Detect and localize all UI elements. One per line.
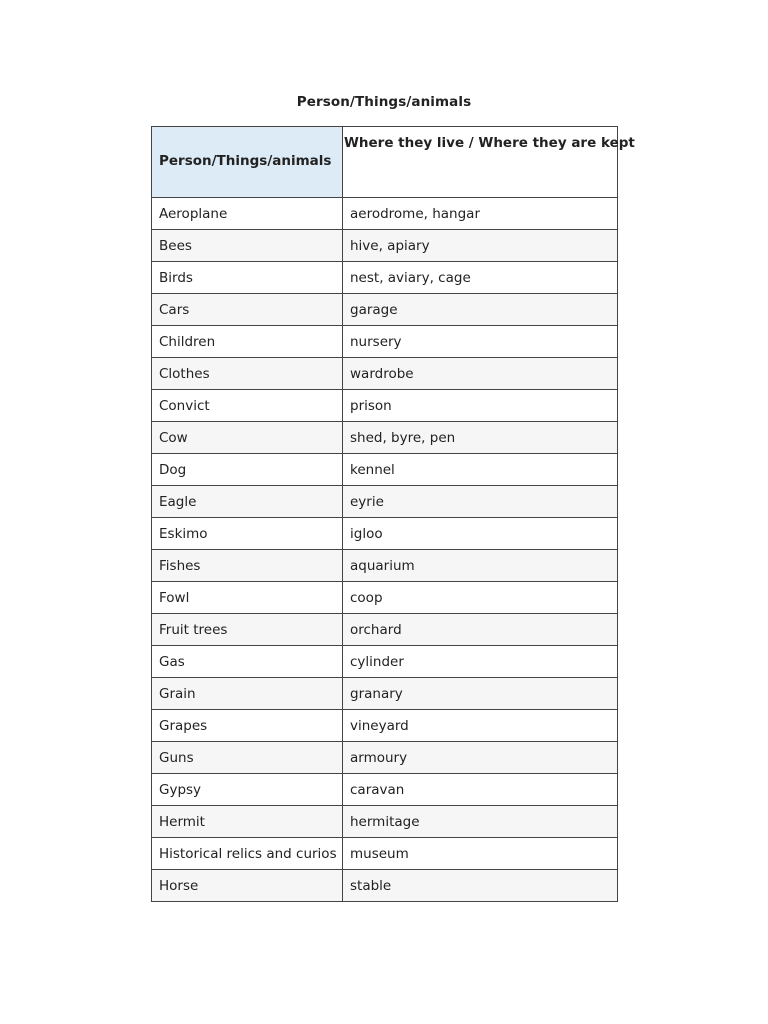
cell-place: aerodrome, hangar: [343, 198, 618, 230]
table-row: [152, 774, 618, 806]
table-row: [152, 742, 618, 774]
column-header-label: Where they live / Where they are kept: [344, 135, 635, 151]
table-row: [152, 614, 618, 646]
cell-place: vineyard: [343, 710, 618, 742]
cell-item: Eskimo: [152, 518, 343, 550]
cell-place: kennel: [343, 454, 618, 486]
table-row: [152, 326, 618, 358]
cell-place: cylinder: [343, 646, 618, 678]
cell-place: hive, apiary: [343, 230, 618, 262]
cell-item: Fruit trees: [152, 614, 343, 646]
cell-item: Historical relics and curios: [152, 838, 343, 870]
table-row: [152, 838, 618, 870]
table-row: [152, 294, 618, 326]
table-row: [152, 454, 618, 486]
cell-item: Guns: [152, 742, 343, 774]
cell-item: Children: [152, 326, 343, 358]
table-row: [152, 358, 618, 390]
cell-item: Eagle: [152, 486, 343, 518]
cell-place: wardrobe: [343, 358, 618, 390]
cell-item: Aeroplane: [152, 198, 343, 230]
cell-place: aquarium: [343, 550, 618, 582]
cell-item: Grain: [152, 678, 343, 710]
cell-item: Grapes: [152, 710, 343, 742]
table-header-row: [152, 127, 618, 198]
column-header-label: Person/Things/animals: [159, 153, 332, 169]
column-header-person-things-animals: [152, 127, 343, 198]
places-table: [151, 126, 635, 902]
table-row: [152, 806, 618, 838]
table-row: [152, 198, 618, 230]
cell-item: Dog: [152, 454, 343, 486]
cell-item: Fishes: [152, 550, 343, 582]
cell-item: Gas: [152, 646, 343, 678]
table-row: [152, 710, 618, 742]
cell-place: shed, byre, pen: [343, 422, 618, 454]
cell-item: Hermit: [152, 806, 343, 838]
cell-item: Convict: [152, 390, 343, 422]
table-row: [152, 550, 618, 582]
cell-place: caravan: [343, 774, 618, 806]
cell-place: eyrie: [343, 486, 618, 518]
cell-place: nest, aviary, cage: [343, 262, 618, 294]
table-row: [152, 422, 618, 454]
table-row: [152, 678, 618, 710]
cell-place: prison: [343, 390, 618, 422]
cell-place: hermitage: [343, 806, 618, 838]
page-title: Person/Things/animals: [296, 94, 472, 110]
cell-place: stable: [343, 870, 618, 902]
cell-item: Horse: [152, 870, 343, 902]
table-row: [152, 646, 618, 678]
table-row: [152, 262, 618, 294]
cell-place: museum: [343, 838, 618, 870]
cell-place: armoury: [343, 742, 618, 774]
cell-place: coop: [343, 582, 618, 614]
table-row: [152, 230, 618, 262]
cell-item: Fowl: [152, 582, 343, 614]
cell-place: orchard: [343, 614, 618, 646]
cell-item: Cars: [152, 294, 343, 326]
cell-place: nursery: [343, 326, 618, 358]
cell-item: Cow: [152, 422, 343, 454]
cell-item: Gypsy: [152, 774, 343, 806]
table-row: [152, 486, 618, 518]
cell-item: Birds: [152, 262, 343, 294]
cell-item: Clothes: [152, 358, 343, 390]
table-row: [152, 582, 618, 614]
cell-place: garage: [343, 294, 618, 326]
table-row: [152, 390, 618, 422]
cell-place: igloo: [343, 518, 618, 550]
table-row: [152, 870, 618, 902]
cell-item: Bees: [152, 230, 343, 262]
column-header-where-they-live: [343, 127, 635, 198]
cell-place: granary: [343, 678, 618, 710]
table-body: [152, 198, 618, 902]
table-row: [152, 518, 618, 550]
